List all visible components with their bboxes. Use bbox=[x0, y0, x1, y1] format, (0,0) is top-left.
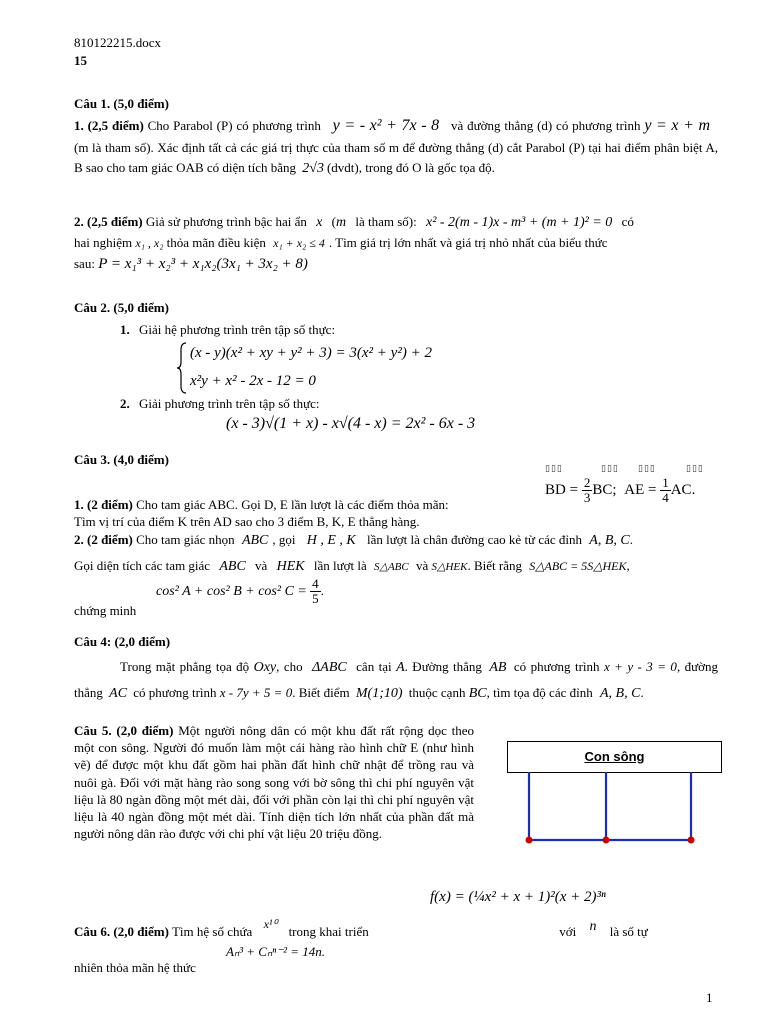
q3-p2-text-f: lần lượt là bbox=[313, 558, 367, 573]
area-relation: S△ABC = 5S△HEK bbox=[529, 559, 627, 573]
q1-p2-text-e: hai nghiệm bbox=[74, 235, 133, 250]
area-abc: S△ABC bbox=[374, 561, 409, 573]
vertex-A: A bbox=[396, 660, 405, 675]
q2-item2-num: 2. bbox=[120, 396, 130, 411]
q1-title: Câu 1. (5,0 điểm) bbox=[74, 96, 169, 111]
equation-AB: x + y - 3 = 0 bbox=[603, 659, 677, 674]
document-header bbox=[74, 34, 161, 70]
q3-p2-text-g: và bbox=[416, 558, 429, 573]
q4-text-e: có phương trình bbox=[513, 659, 600, 674]
frac2-num: 1 bbox=[662, 475, 669, 490]
triangle-abc-2: ABC bbox=[219, 559, 246, 574]
q3-p2-text-b: , gọi bbox=[272, 532, 296, 547]
frac1-den: 3 bbox=[583, 490, 591, 506]
placeholder-boxes-4: ▯▯▯ bbox=[686, 463, 704, 473]
q4-title: Câu 4: (2,0 điểm) bbox=[74, 634, 171, 649]
q3-p2-text-h: . Biết rằng bbox=[467, 558, 523, 573]
cos-equation-lhs: cos² A + cos² B + cos² C = bbox=[156, 583, 307, 599]
q3-p1-text-a: Cho tam giác ABC. Gọi D, E lần lượt là các điểm thỏa mãn: bbox=[136, 497, 449, 512]
q3-part2: 2. (2 điểm) Cho tam giác nhọn ABC , gọi H , E , K lần lượt là chân đường cao kẻ từ các đỉnh A, B, C. bbox=[74, 532, 633, 548]
q1-p2-text-h: sau: bbox=[74, 255, 95, 271]
vector-AE: AE bbox=[624, 482, 645, 499]
fence-corner-left bbox=[526, 837, 533, 844]
q6-text-d: là số tự bbox=[609, 924, 648, 939]
e-shaped-fence-diagram bbox=[500, 770, 730, 850]
q6-text-a: Tìm hệ số chứa bbox=[171, 924, 253, 939]
vector-BD: BD bbox=[545, 482, 566, 499]
combinatorics-condition: Aₙ³ + Cₙⁿ⁻² = 14n. bbox=[226, 944, 326, 959]
q1-p1-text-d: (dvdt), trong đó O là gốc tọa độ. bbox=[326, 159, 495, 175]
q5-body bbox=[74, 722, 474, 842]
triangle-hek: HEK bbox=[276, 559, 305, 574]
placeholder-boxes-1: ▯▯▯ bbox=[545, 463, 563, 473]
q3-title: Câu 3. (4,0 điểm) bbox=[74, 452, 169, 467]
vertices: A, B, C bbox=[589, 533, 630, 548]
q1-p2-text-f: thỏa mãn điều kiện bbox=[166, 235, 266, 250]
q3-part2-line2: Gọi diện tích các tam giác ABC và HEK lần lượt là S△ABC và S△HEK. Biết rằng S△ABC = 5S△HEK, bbox=[74, 558, 630, 574]
roots-condition: x₁ + x₂ ≤ 4 bbox=[273, 236, 325, 250]
line-AC: AC bbox=[109, 686, 128, 701]
page-number-top: 15 bbox=[74, 53, 87, 68]
expansion-function: f(x) = (¼x² + x + 1)²(x + 2)³ⁿ bbox=[430, 889, 606, 905]
point-M: M(1;10) bbox=[355, 686, 403, 701]
q1-part1 bbox=[74, 114, 718, 179]
cos-frac-den: 5 bbox=[312, 591, 319, 607]
q1-p2-text-g: . Tìm giá trị lớn nhất và giá trị nhỏ nhất của biểu thức bbox=[328, 235, 608, 250]
q6-line1 bbox=[74, 917, 720, 943]
q4-text-a: Trong mặt phẳng tọa độ bbox=[120, 659, 250, 674]
q4-text-d: . Đường thẳng bbox=[404, 659, 482, 674]
triangle-delta-abc: ΔABC bbox=[312, 660, 347, 675]
cos-equation: cos² A + cos² B + cos² C = $\frac{4}{5}$ . bbox=[156, 576, 324, 607]
q3-prove: chứng minh bbox=[74, 603, 137, 618]
q2-item1-text: Giải hệ phương trình trên tập số thực: bbox=[139, 322, 336, 337]
q5-text: Một người nông dân có một khu đất rất rộng dọc theo một con sông. Người đó muốn làm một cái hàng rào hình chữ E (như hình vẽ) để được một khu đất gồm hai phần đất hình chữ nhật để trồng rau và nuôi gà. Đối với mặt hàng rào song song với bờ sông thì chi phí nguyên vật liệu là 80 ngàn đồng một mét dài, đối với phần còn lại thì chi phí nguyên vật liệu là 40 ngàn đồng một mét dài. Tính diện tích lớn nhất của phần đất mà người nông dân rào được với chi phí vật liệu 20 triệu đồng. bbox=[74, 723, 474, 842]
q1-p1-text-a: Cho Parabol (P) có phương trình bbox=[147, 118, 321, 133]
q4-text-j: tìm tọa độ các đỉnh bbox=[493, 685, 593, 700]
q1-p1-text-b: và đường thẳng (d) có phương trình bbox=[450, 118, 641, 133]
frac2-den: 4 bbox=[662, 490, 669, 506]
plane-oxy: Oxy bbox=[253, 660, 277, 675]
q1-p2-text-d: có bbox=[621, 214, 634, 229]
var-x: x bbox=[316, 215, 323, 230]
q1-p2-label: 2. (2,5 điểm) bbox=[74, 214, 143, 229]
area-value: 2√3 bbox=[302, 160, 324, 176]
vertices-abc: A, B, C bbox=[599, 686, 641, 701]
radical-equation: (x - 3)√(1 + x) - x√(4 - x) = 2x² - 6x - 3 bbox=[226, 415, 476, 432]
q1-part2 bbox=[74, 212, 718, 275]
q3-p2-text-c: lần lượt là chân đường cao kẻ từ các đỉnh bbox=[367, 532, 583, 547]
file-name: 810122215.docx bbox=[74, 35, 162, 50]
page-number: 1 bbox=[706, 990, 713, 1005]
equation-AC: x - 7y + 5 = 0 bbox=[219, 685, 293, 700]
q4-text-i: thuộc cạnh bbox=[408, 685, 466, 700]
q6-title: Câu 6. (2,0 điểm) bbox=[74, 924, 169, 939]
q2-item1-num: 1. bbox=[120, 322, 130, 337]
q4-text-f: , đường thẳng bbox=[74, 659, 719, 700]
river-label: Con sông bbox=[584, 749, 645, 764]
frac1-num: 2 bbox=[583, 475, 591, 490]
q3-p2-label: 2. (2 điểm) bbox=[74, 532, 133, 547]
var-m: m bbox=[335, 215, 347, 230]
system-equation-2: x²y + x² - 2x - 12 = 0 bbox=[190, 373, 316, 389]
vector-AC: AC bbox=[670, 482, 692, 499]
side-BC: BC bbox=[468, 686, 487, 701]
q4-text-h: . Biết điểm bbox=[292, 685, 350, 700]
q6-text-e: nhiên thỏa mãn hệ thức bbox=[74, 960, 196, 975]
system-equation-1: (x - y)(x² + xy + y² + 3) = 3(x² + y²) + 2 bbox=[190, 345, 432, 361]
q3-p2-text-e: và bbox=[255, 558, 268, 573]
q2-item2 bbox=[120, 394, 320, 414]
system-brace bbox=[176, 342, 188, 394]
placeholder-boxes-2: ▯▯▯ bbox=[601, 463, 619, 473]
q4-text-b: , cho bbox=[276, 659, 303, 674]
roots: x₁ , x₂ bbox=[135, 236, 164, 250]
q1-p2-text-c: là tham số): bbox=[355, 214, 417, 229]
quadratic-equation: x² - 2(m - 1)x - m³ + (m + 1)² = 0 bbox=[425, 215, 613, 230]
vector-BC: BC; bbox=[592, 482, 617, 499]
q3-p2-text-d: Gọi diện tích các tam giác bbox=[74, 558, 211, 573]
q6-text-b: trong khai triển bbox=[288, 924, 369, 939]
placeholder-boxes-3: ▯▯▯ bbox=[638, 463, 656, 473]
q2-item1 bbox=[120, 320, 335, 340]
feet-hek: H , E , K bbox=[306, 533, 356, 548]
q4-text-c: cân tại bbox=[356, 659, 392, 674]
cos-frac-num: 4 bbox=[312, 576, 319, 591]
river-box bbox=[507, 741, 722, 773]
q1-p2-paren: ( bbox=[331, 214, 336, 229]
q5-title: Câu 5. (2,0 điểm) bbox=[74, 723, 174, 738]
var-n: n bbox=[589, 919, 597, 934]
q3-p2-text-a: Cho tam giác nhọn bbox=[136, 532, 235, 547]
q4-text-g: có phương trình bbox=[133, 685, 217, 700]
q1-p1-text-c: (m là tham số). Xác định tất cả các giá trị thực của tham số m để đường thẳng (d) cắt Parabol (P) tại hai điểm phân biệt A, B sao cho tam giác OAB có diện tích bằng bbox=[74, 140, 718, 175]
parabola-equation: y = - x² + 7x - 8 bbox=[332, 117, 440, 134]
fence-junction bbox=[603, 837, 610, 844]
q2-title: Câu 2. (5,0 điểm) bbox=[74, 300, 169, 315]
q3-p1-text-b: Tìm vị trí của điểm K trên AD sao cho 3 điểm B, K, E thẳng hàng. bbox=[74, 514, 420, 529]
area-hek: S△HEK bbox=[431, 561, 468, 573]
line-equation: y = x + m bbox=[644, 117, 711, 134]
q1-p1-label: 1. (2,5 điểm) bbox=[74, 118, 144, 133]
q2-item2-text: Giải phương trình trên tập số thực: bbox=[139, 396, 320, 411]
q6-text-c: với bbox=[559, 924, 577, 939]
fence-corner-right bbox=[688, 837, 695, 844]
q4-body: Trong mặt phẳng tọa độ Oxy, cho ΔABC cân tại A. Đường thẳng AB có phương trình x + y - 3 = 0, đường thẳng AC có phương trình x - 7y + 5 = 0. Biết điểm M(1;10) thuộc cạnh BC, tìm tọa độ các đỉnh A, B, C. bbox=[74, 659, 719, 701]
q1-p2-text-a: Giả sử phương trình bậc hai ẩn bbox=[145, 214, 307, 229]
q3-p1-label: 1. (2 điểm) bbox=[74, 497, 133, 512]
expression-P: P = x₁³ + x₂³ + x₁x₂(3x₁ + 3x₂ + 8) bbox=[98, 255, 308, 272]
triangle-abc: ABC bbox=[241, 533, 269, 548]
term-x10: x¹⁰ bbox=[263, 917, 278, 931]
line-AB: AB bbox=[489, 660, 507, 675]
